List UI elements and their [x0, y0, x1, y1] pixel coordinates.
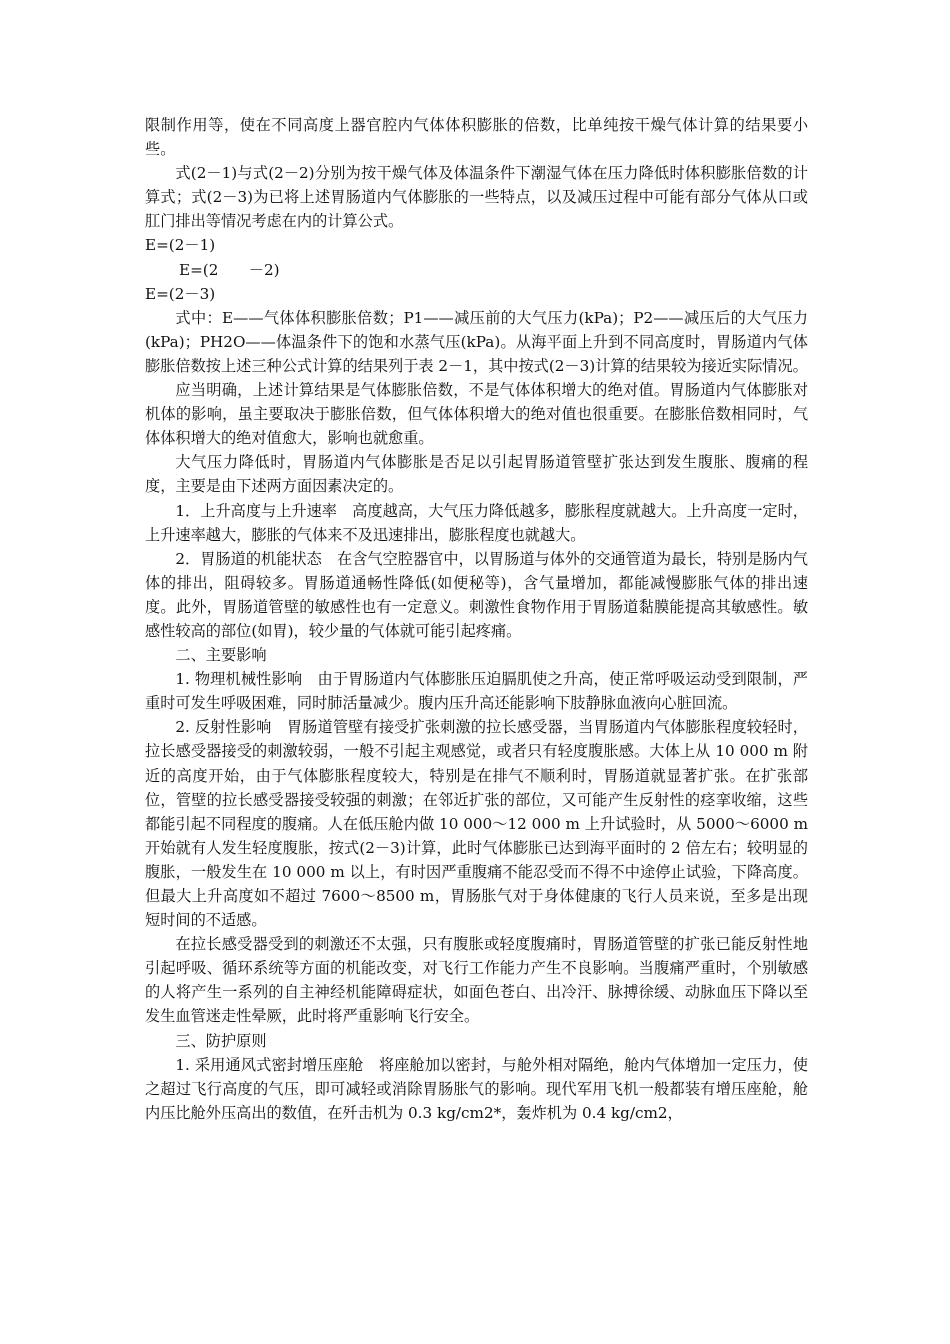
paragraph-formula-intro: 式(2－1)与式(2－2)分别为按干燥气体及体温条件下潮湿气体在压力降低时体积膨胀倍数的计算式；式(2－3)为已将上述胃肠道内气体膨胀的一些特点，以及减压过程中可能有部分气体从口或肛门排出等情况考虑在内的计算公式。 — [145, 164, 808, 231]
equation-2-3: E=(2－3) — [145, 284, 216, 303]
paragraph-autonomic-effect: 在拉长感受器受到的刺激还不太强，只有腹胀或轻度腹痛时，胃肠道管壁的扩张已能反射性地引起呼吸、循环系统等方面的机能改变，对飞行工作能力产生不良影响。当腹痛严重时，个别敏感的人将产生一系列的自主神经机能障碍症状，如面色苍白、出冷汗、脉搏徐缓、动脉血压下降以至发生血管迷走性晕厥，此时将严重影响飞行安全。 — [145, 935, 808, 1026]
paragraph-mechanical-effect: 1. 物理机械性影响 由于胃肠道内气体膨胀压迫膈肌使之升高，使正常呼吸运动受到限制，严重时可发生呼吸困难，同时肺活量减少。腹内压升高还能影响下肢静脉血液向心脏回流。 — [145, 670, 808, 713]
paragraph-pressurized-cabin: 1. 采用通风式密封增压座舱 将座舱加以密封，与舱外相对隔绝，舱内气体增加一定压力，使之超过飞行高度的气压，即可减轻或消除胃肠胀气的影响。现代军用飞机一般都装有增压座舱，舱内压比舱外压高出的数值，在歼击机为 0.3 kg/cm2*，轰炸机为 0.4 kg/cm2， — [145, 1055, 808, 1122]
section-heading-protection: 三、防护原则 — [175, 1031, 267, 1050]
paragraph-factors-intro: 大气压力降低时，胃肠道内气体膨胀是否足以引起胃肠道管壁扩张达到发生腹胀、腹痛的程度，主要是由下述两方面因素决定的。 — [145, 453, 808, 496]
paragraph-reflex-effect: 2. 反射性影响 胃肠道管壁有接受扩张刺激的拉长感受器，当胃肠道内气体膨胀程度较轻时，拉长感受器接受的刺激较弱，一般不引起主观感觉，或者只有轻度腹胀感。大体上从 10 000 m 附近的高度开始，由于气体膨胀程度较大，特别是在排气不顺利时，胃肠道就显著扩张。在扩张部位，管壁的拉长感受器接受较强的刺激；在邻近扩张的部位，又可能产生反射性的痉挛收缩，这些都能引起不同程度的腹痛。人在低压舱内做 10 000～12 000 m 上升试验时，从 5000～6000 m 开始就有人发生轻度腹胀，按式(2－3)计算，此时气体膨胀已达到海平面时的 2 倍左右；较明显的腹胀，一般发生在 10 000 m 以上，有时因严重腹痛不能忍受而不得不中途停止试验，下降高度。但最大上升高度如不超过 7600～8500 m，胃肠胀气对于身体健康的飞行人员来说，至多是出现短时间的不适感。 — [145, 718, 808, 930]
paragraph-variable-definitions: 式中：E——气体体积膨胀倍数；P1——减压前的大气压力(kPa)；P2——减压后的大气压力(kPa)；PH2O——体温条件下的饱和水蒸气压(kPa)。从海平面上升到不同高度时，胃肠道内气体膨胀倍数按上述三种公式计算的结果列于表 2－1，其中按式(2－3)计算的结果较为接近实际情况。 — [145, 308, 808, 375]
paragraph-continuation: 限制作用等，使在不同高度上器官腔内气体体积膨胀的倍数，比单纯按干燥气体计算的结果要小些。 — [145, 116, 808, 159]
section-heading-main-effects: 二、主要影响 — [175, 646, 267, 665]
paragraph-expansion-note: 应当明确，上述计算结果是气体膨胀倍数，不是气体体积增大的绝对值。胃肠道内气体膨胀对机体的影响，虽主要取决于膨胀倍数，但气体体积增大的绝对值也很重要。在膨胀倍数相同时，气体体积增大的绝对值愈大，影响也就愈重。 — [145, 381, 808, 448]
body-text — [145, 113, 808, 1125]
equation-2-2: E=(2 －2) — [179, 260, 280, 279]
paragraph-factor-1: 1．上升高度与上升速率 高度越高，大气压力降低越多，膨胀程度就越大。上升高度一定时，上升速率越大，膨胀的气体来不及迅速排出，膨胀程度也就越大。 — [145, 501, 808, 544]
equation-2-1: E=(2－1) — [145, 236, 216, 255]
paragraph-factor-2: 2．胃肠道的机能状态 在含气空腔器官中，以胃肠道与体外的交通管道为最长，特别是肠内气体的排出，阻碍较多。胃肠道通畅性降低(如便秘等)，含气量增加，都能减慢膨胀气体的排出速度。此外，胃肠道管壁的敏感性也有一定意义。刺激性食物作用于胃肠道黏膜能提高其敏感性。敏感性较高的部位(如胃)，较少量的气体就可能引起疼痛。 — [145, 549, 808, 640]
